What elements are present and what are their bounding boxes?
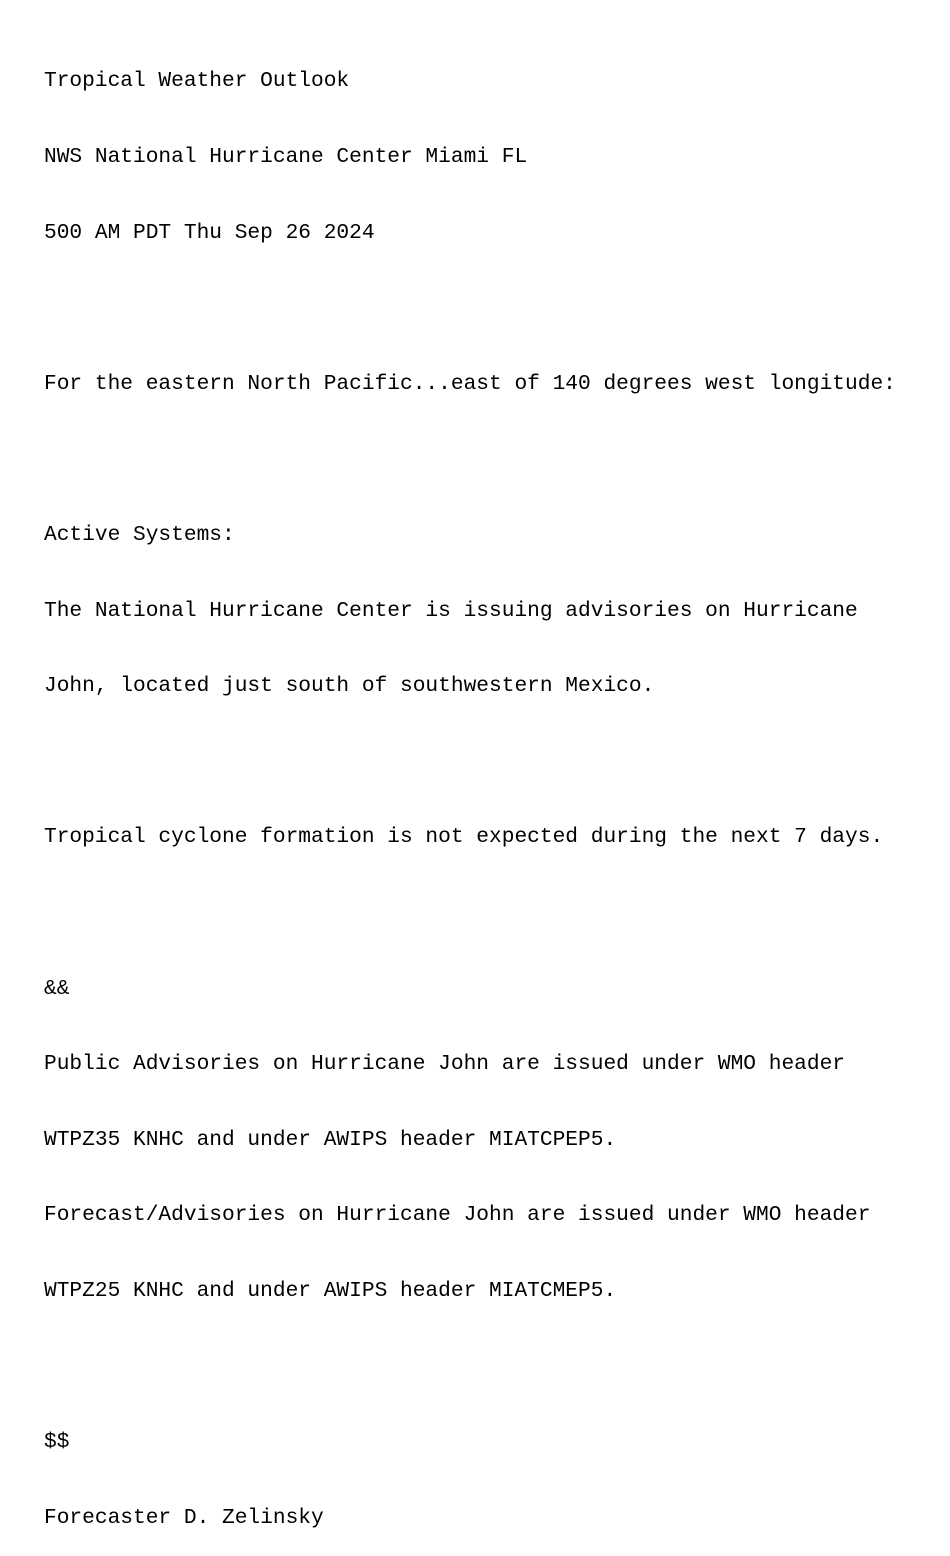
- blank-line: [44, 296, 944, 321]
- product-title: Tropical Weather Outlook: [44, 69, 350, 94]
- section-separator: &&: [44, 976, 70, 1001]
- advisory-line: WTPZ25 KNHC and under AWIPS header MIATCMEP5.: [44, 1278, 617, 1303]
- active-systems-line: John, located just south of southwestern Mexico.: [44, 674, 655, 699]
- active-systems-line: The National Hurricane Center is issuing advisories on Hurricane: [44, 598, 858, 623]
- blank-line: [44, 750, 944, 775]
- advisory-line: Public Advisories on Hurricane John are issued under WMO header: [44, 1052, 846, 1077]
- issuing-office: NWS National Hurricane Center Miami FL: [44, 145, 528, 169]
- blank-line: [44, 1355, 944, 1380]
- active-systems-heading: Active Systems:: [44, 522, 235, 547]
- end-marker: $$: [44, 1430, 70, 1455]
- region-scope: For the eastern North Pacific...east of 140 degrees west longitude:: [44, 371, 896, 396]
- forecaster-signature: Forecaster D. Zelinsky: [44, 1505, 324, 1530]
- advisory-line: WTPZ35 KNHC and under AWIPS header MIATCPEP5.: [44, 1127, 617, 1152]
- advisory-line: Forecast/Advisories on Hurricane John are issued under WMO header: [44, 1203, 871, 1228]
- blank-line: [44, 901, 944, 926]
- tropical-weather-outlook-text: [44, 19, 944, 1556]
- blank-line: [44, 447, 944, 472]
- formation-outlook: Tropical cyclone formation is not expected during the next 7 days.: [44, 825, 884, 850]
- issue-time: 500 AM PDT Thu Sep 26 2024: [44, 220, 375, 245]
